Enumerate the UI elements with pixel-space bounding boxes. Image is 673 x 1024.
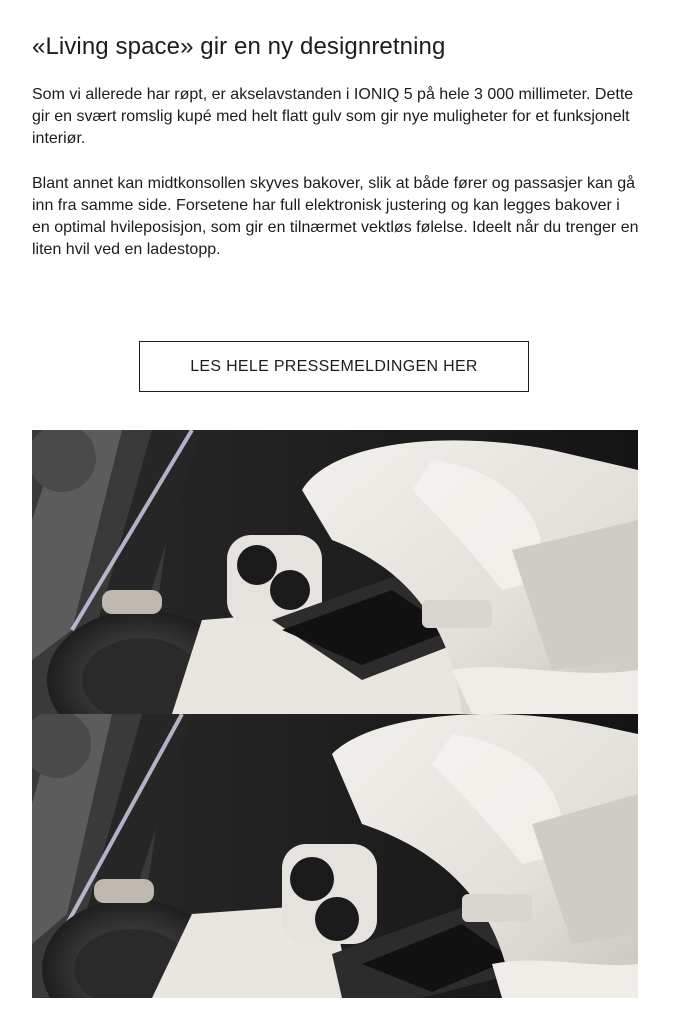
interior-top-view-photo-repeat[interactable]	[32, 714, 638, 998]
interior-photo-illustration-repeat	[32, 714, 638, 998]
paragraph-wheelbase: Som vi allerede har røpt, er akselavstanden i IONIQ 5 på hele 3 000 millimeter. Dette gir en svært romslig kupé med helt flatt gulv som gir nye muligheter for et funksjonelt interiør.	[32, 86, 634, 147]
interior-photo-illustration	[32, 430, 638, 714]
section-heading: «Living space» gir en ny designretning	[32, 33, 446, 60]
read-press-release-button[interactable]: LES HELE PRESSEMELDINGEN HER	[139, 341, 529, 392]
interior-top-view-photo[interactable]	[32, 430, 638, 714]
paragraph-console: Blant annet kan midtkonsollen skyves bakover, slik at både fører og passasjer kan gå inn fra samme side. Forsetene har full elektronisk justering og kan legges bakover i en optimal hvileposisjon, som gir en tilnærmet vektløs følelse. Ideelt når du trenger en liten hvil ved en ladestopp.	[32, 175, 639, 258]
